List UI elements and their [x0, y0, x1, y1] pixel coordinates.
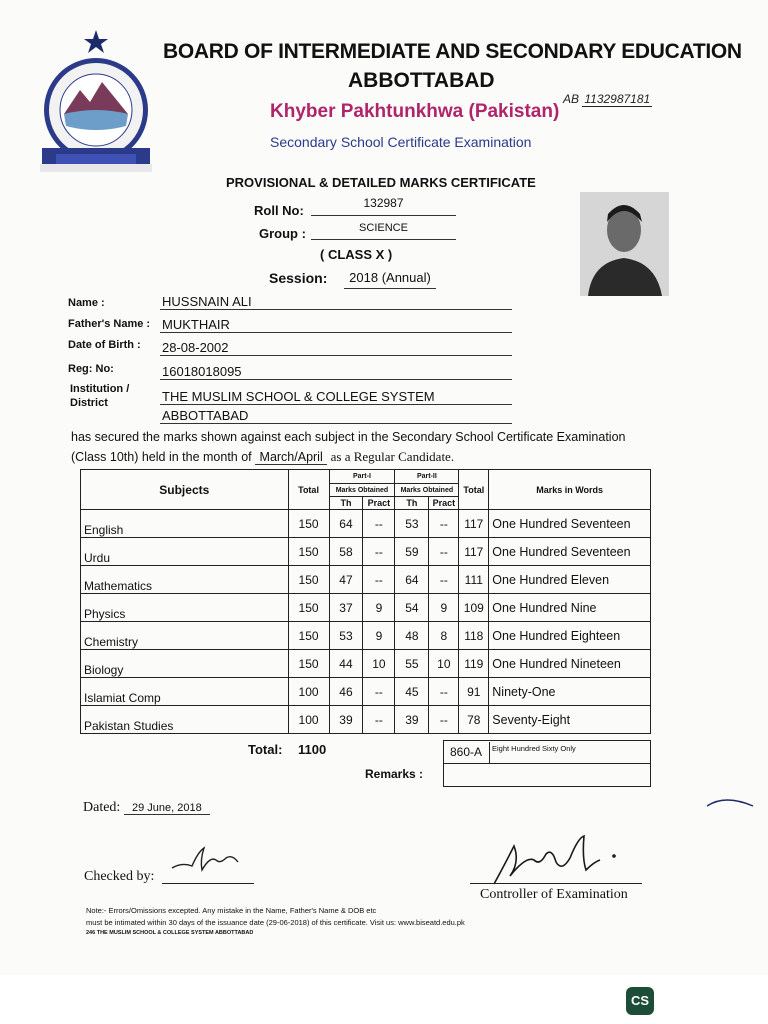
part1-practical-cell: -- [363, 566, 395, 594]
statement-line-1: has secured the marks shown against each subject in the Secondary School Certificate Examination [71, 430, 626, 444]
roll-label: Roll No: [254, 203, 304, 218]
table-row [81, 678, 651, 706]
part1-practical-cell: 9 [363, 622, 395, 650]
part1-theory-cell: 37 [329, 594, 363, 622]
session-year: 2018 [349, 270, 379, 285]
obtained-total-cell: 117 [459, 510, 489, 538]
part1-practical-cell: 9 [363, 594, 395, 622]
part1-theory-cell: 44 [329, 650, 363, 678]
max-total-cell: 150 [288, 594, 329, 622]
max-total-cell: 150 [288, 538, 329, 566]
part2-theory-cell: 64 [395, 566, 429, 594]
certificate-title: PROVISIONAL & DETAILED MARKS CERTIFICATE [226, 175, 536, 190]
group-value: SCIENCE [311, 222, 456, 240]
district-label: District [70, 397, 108, 409]
subject-cell: Urdu [81, 538, 289, 566]
note-line-1: Note:- Errors/Omissions excepted. Any mistake in the Name, Father's Name & DOB etc [86, 906, 377, 915]
header-subjects: Subjects [81, 470, 289, 510]
part1-practical-cell: -- [363, 706, 395, 734]
dated-label: Dated: [83, 800, 121, 815]
marks-in-words-cell: One Hundred Nineteen [489, 650, 651, 678]
part1-practical-cell: -- [363, 678, 395, 706]
part2-theory-cell: 45 [395, 678, 429, 706]
marks-in-words-cell: One Hundred Eighteen [489, 622, 651, 650]
marks-table [80, 469, 651, 734]
certificate-serial [563, 92, 652, 107]
checked-by-line [162, 883, 254, 884]
marks-in-words-cell: One Hundred Seventeen [489, 538, 651, 566]
part1-theory-cell: 39 [329, 706, 363, 734]
header-pract-2: Pract [429, 497, 459, 510]
note-line-3: 246 THE MUSLIM SCHOOL & COLLEGE SYSTEM ABBOTTABAD [86, 930, 254, 936]
session-type: (Annual) [381, 270, 431, 285]
part1-theory-cell: 53 [329, 622, 363, 650]
table-row [81, 538, 651, 566]
session-label: Session: [269, 270, 328, 286]
subject-cell: English [81, 510, 289, 538]
grand-total-label: Total: [248, 742, 283, 757]
obtained-total-cell: 117 [459, 538, 489, 566]
header-th-2: Th [395, 497, 429, 510]
marks-in-words-cell: Seventy-Eight [489, 706, 651, 734]
institution-label: Institution / [70, 383, 130, 395]
table-row [81, 510, 651, 538]
dob-label: Date of Birth : [68, 339, 141, 351]
note-line-2: must be intimated within 30 days of the issuance date (29-06-2018) of this certificate. Visit us: www.biseatd.edu.pk [86, 918, 465, 927]
margin-mark [705, 796, 755, 817]
part2-practical-cell: 10 [429, 650, 459, 678]
table-row [81, 622, 651, 650]
institution-value: THE MUSLIM SCHOOL & COLLEGE SYSTEM [160, 389, 512, 405]
part2-theory-cell: 54 [395, 594, 429, 622]
province-name: Khyber Pakhtunkhwa (Pakistan) [270, 101, 560, 122]
part2-practical-cell: -- [429, 678, 459, 706]
table-row [81, 650, 651, 678]
serial-number: 1132987181 [584, 92, 651, 106]
controller-signature [490, 832, 620, 895]
serial-prefix: AB [563, 92, 580, 106]
class-label: ( CLASS X ) [320, 247, 393, 262]
dated-field [83, 800, 210, 816]
obtained-total-cell: 118 [459, 622, 489, 650]
marks-table-body [81, 510, 651, 734]
part2-theory-cell: 55 [395, 650, 429, 678]
header-part-2: Part-II [395, 470, 459, 484]
table-row [81, 594, 651, 622]
camscanner-badge: CS [626, 987, 654, 1015]
obtained-words: Eight Hundred Sixty Only [492, 744, 576, 753]
marks-in-words-cell: One Hundred Eleven [489, 566, 651, 594]
table-row [81, 706, 651, 734]
checker-signature [168, 842, 248, 883]
part2-practical-cell: -- [429, 510, 459, 538]
header-marks-obtained-1: Marks Obtained [329, 484, 395, 497]
controller-label: Controller of Examination [480, 887, 628, 902]
part1-practical-cell: -- [363, 538, 395, 566]
roll-value: 132987 [311, 196, 456, 216]
max-total-cell: 150 [288, 650, 329, 678]
obtained-total-cell: 109 [459, 594, 489, 622]
remarks-label: Remarks : [365, 767, 424, 781]
subject-cell: Chemistry [81, 622, 289, 650]
board-name: BOARD OF INTERMEDIATE AND SECONDARY EDUCATION [163, 40, 742, 63]
part2-theory-cell: 39 [395, 706, 429, 734]
remarks-box [443, 763, 651, 787]
header-marks-in-words: Marks in Words [489, 470, 651, 510]
part1-practical-cell: 10 [363, 650, 395, 678]
part1-theory-cell: 46 [329, 678, 363, 706]
part1-theory-cell: 58 [329, 538, 363, 566]
statement-line-2: (Class 10th) held in the month of March/April as a Regular Candidate. [71, 449, 455, 464]
subject-cell: Biology [81, 650, 289, 678]
marks-in-words-cell: Ninety-One [489, 678, 651, 706]
table-row [81, 566, 651, 594]
subject-cell: Islamiat Comp [81, 678, 289, 706]
max-total-cell: 150 [288, 510, 329, 538]
checked-by-label: Checked by: [84, 869, 155, 884]
obtained-marks: 860-A [450, 745, 483, 759]
part2-practical-cell: -- [429, 566, 459, 594]
district-value: ABBOTTABAD [160, 408, 512, 424]
header-total: Total [288, 470, 329, 510]
max-total-cell: 150 [288, 622, 329, 650]
header-marks-obtained-2: Marks Obtained [395, 484, 459, 497]
subject-cell: Pakistan Studies [81, 706, 289, 734]
grand-total-value: 1100 [298, 742, 327, 757]
name-label: Name : [68, 297, 105, 309]
marks-in-words-cell: One Hundred Seventeen [489, 510, 651, 538]
candidate-photo [580, 192, 669, 296]
obtained-total-cell: 91 [459, 678, 489, 706]
part1-theory-cell: 47 [329, 566, 363, 594]
obtained-divider [489, 742, 490, 763]
father-label: Father's Name : [68, 318, 151, 330]
board-logo [36, 30, 160, 178]
part1-theory-cell: 64 [329, 510, 363, 538]
dated-value: 29 June, 2018 [124, 802, 210, 815]
marks-in-words-cell: One Hundred Nine [489, 594, 651, 622]
part2-practical-cell: 9 [429, 594, 459, 622]
part2-practical-cell: 8 [429, 622, 459, 650]
group-label: Group : [259, 226, 306, 241]
part2-practical-cell: -- [429, 706, 459, 734]
part2-theory-cell: 48 [395, 622, 429, 650]
reg-value: 16018018095 [160, 364, 512, 380]
exam-month: March/April [255, 450, 327, 465]
header-pract-1: Pract [363, 497, 395, 510]
session-value [344, 270, 436, 289]
max-total-cell: 100 [288, 678, 329, 706]
father-value: MUKTHAIR [160, 317, 512, 333]
reg-label: Reg: No: [68, 363, 114, 375]
subject-cell: Mathematics [81, 566, 289, 594]
name-value: HUSSNAIN ALI [160, 294, 512, 310]
part2-practical-cell: -- [429, 538, 459, 566]
max-total-cell: 100 [288, 706, 329, 734]
obtained-total-cell: 78 [459, 706, 489, 734]
header-part-1: Part-I [329, 470, 395, 484]
header-th-1: Th [329, 497, 363, 510]
part1-practical-cell: -- [363, 510, 395, 538]
board-city: ABBOTTABAD [348, 69, 495, 92]
part2-theory-cell: 59 [395, 538, 429, 566]
obtained-total-cell: 119 [459, 650, 489, 678]
header-total-obtained: Total [459, 470, 489, 510]
exam-name: Secondary School Certificate Examination [270, 134, 532, 150]
dob-value: 28-08-2002 [160, 340, 512, 356]
controller-line [470, 883, 642, 884]
max-total-cell: 150 [288, 566, 329, 594]
part2-theory-cell: 53 [395, 510, 429, 538]
obtained-total-cell: 111 [459, 566, 489, 594]
subject-cell: Physics [81, 594, 289, 622]
